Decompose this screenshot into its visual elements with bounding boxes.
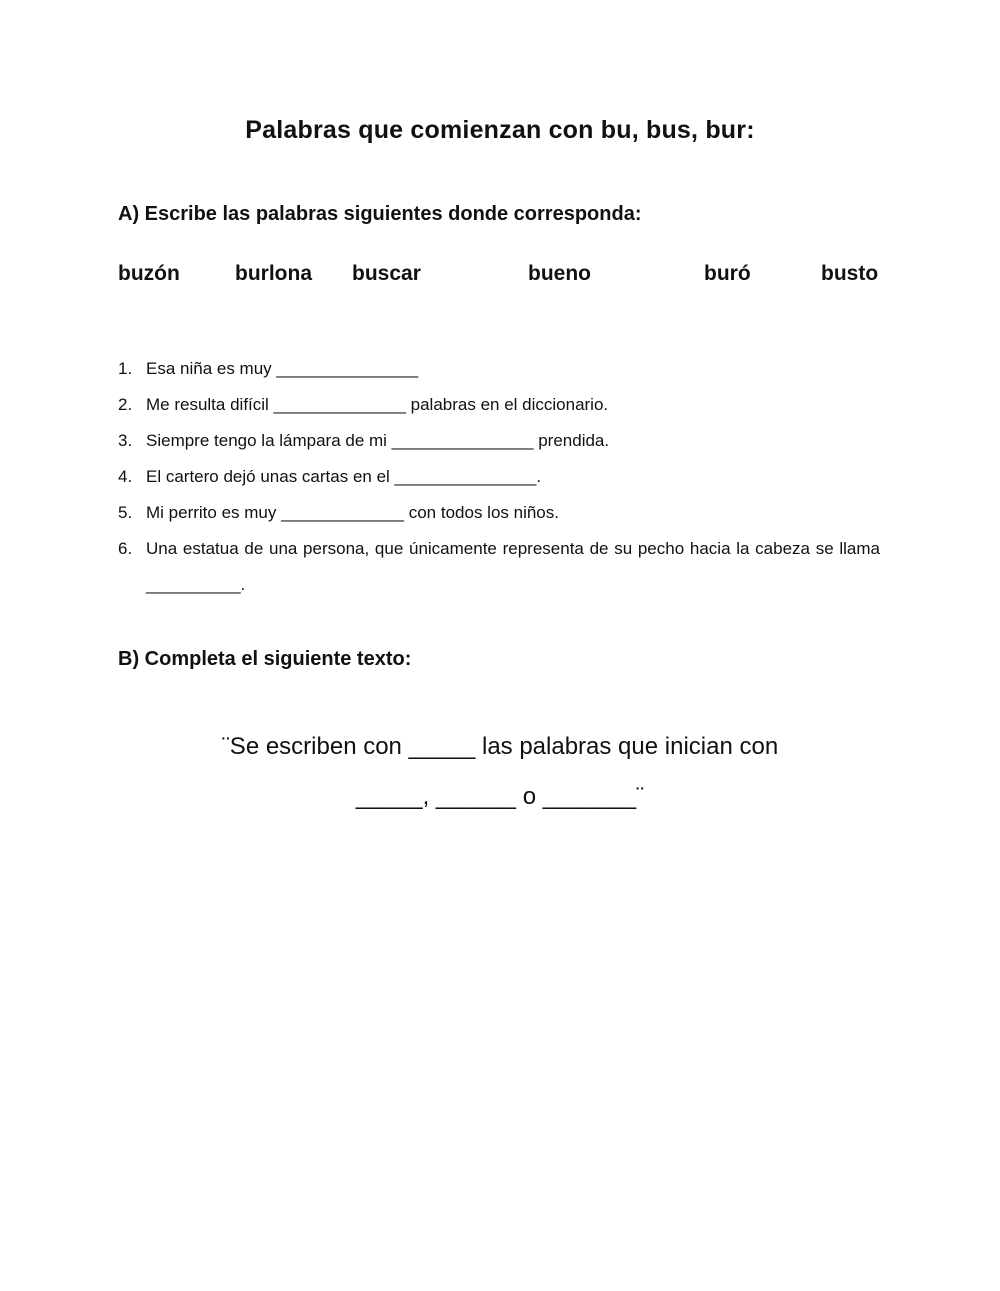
exercise-item [118, 423, 880, 459]
exercise-number: 6. [118, 539, 133, 558]
exercise-item [118, 351, 880, 387]
exercise-text: Una estatua de una persona, que únicamente representa de su pecho hacia la cabeza se llama __________. [146, 539, 880, 594]
completion-line-1: ¨Se escriben con _____ las palabras que inician con [221, 733, 779, 760]
exercise-number: 1. [118, 359, 133, 378]
exercise-text: El cartero dejó unas cartas en el _______________. [146, 467, 542, 486]
completion-line-2: _____, ______ o _______¨ [355, 783, 645, 810]
word-bank [0, 262, 1000, 292]
exercise-text: Esa niña es muy _______________ [146, 359, 419, 378]
exercise-item [118, 495, 880, 531]
word-bank-item: busto [821, 262, 879, 285]
exercise-text: Siempre tengo la lámpara de mi _______________ prendida. [146, 431, 610, 450]
word-bank-item: buró [704, 262, 751, 285]
section-b-heading: B) Completa el siguiente texto: [118, 648, 412, 670]
word-bank-item: bueno [528, 262, 591, 285]
word-bank-item: buscar [352, 262, 421, 285]
exercise-item [118, 459, 880, 495]
exercise-number: 4. [118, 467, 133, 486]
exercise-item [118, 531, 880, 603]
exercise-number: 2. [118, 395, 133, 414]
exercise-number: 3. [118, 431, 133, 450]
word-bank-item: buzón [118, 262, 180, 285]
exercise-number: 5. [118, 503, 133, 522]
exercise-list [118, 351, 880, 603]
page-title: Palabras que comienzan con bu, bus, bur: [245, 116, 755, 144]
exercise-text: Me resulta difícil ______________ palabras en el diccionario. [146, 395, 609, 414]
completion-text [150, 722, 850, 822]
word-bank-item: burlona [235, 262, 312, 285]
section-a-heading: A) Escribe las palabras siguientes donde corresponda: [118, 203, 642, 225]
exercise-text: Mi perrito es muy _____________ con todos los niños. [146, 503, 559, 522]
exercise-item [118, 387, 880, 423]
